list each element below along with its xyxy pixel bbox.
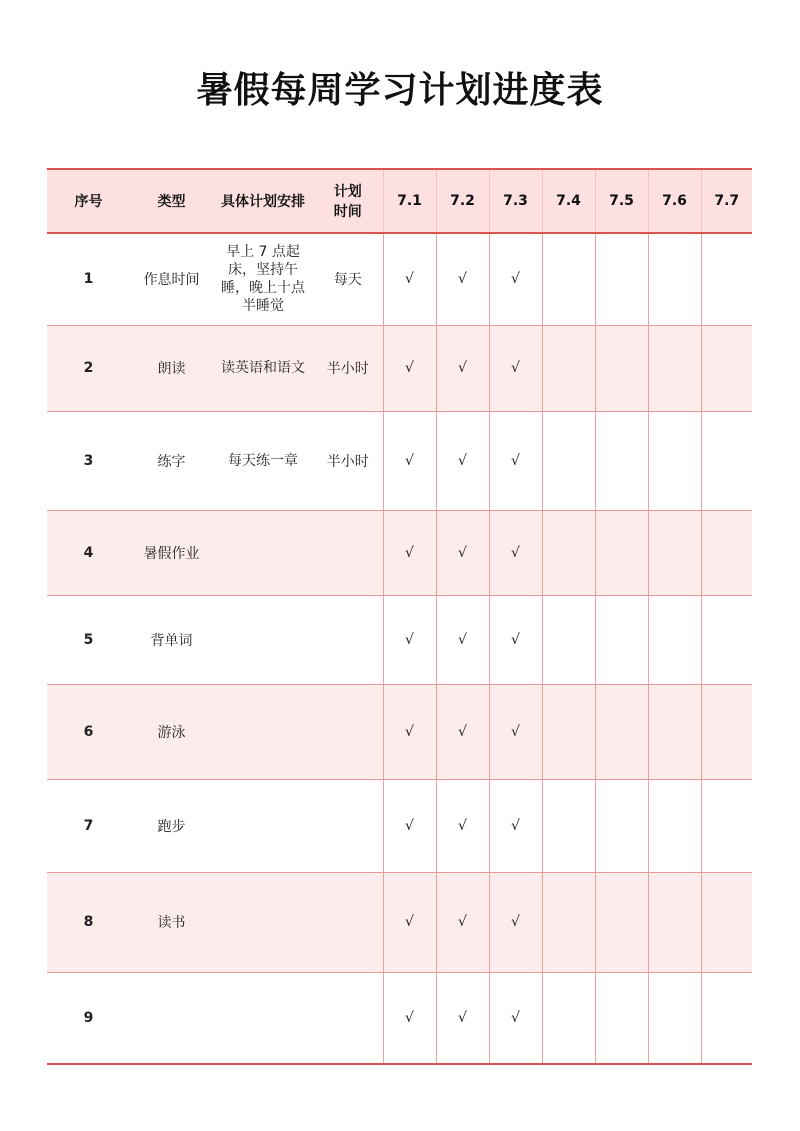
row-check xyxy=(542,779,595,872)
row-time xyxy=(313,684,383,779)
row-check xyxy=(701,411,752,510)
row-check: √ xyxy=(383,779,436,872)
row-check: √ xyxy=(489,684,542,779)
row-seq: 3 xyxy=(83,452,94,469)
row-time: 每天 xyxy=(333,272,362,289)
row-check xyxy=(595,779,648,872)
row-check: √ xyxy=(436,510,489,595)
row-check xyxy=(648,325,701,411)
row-check xyxy=(595,233,648,325)
row-check: √ xyxy=(383,872,436,972)
row-check xyxy=(701,872,752,972)
row-seq: 1 xyxy=(83,271,94,288)
row-check xyxy=(701,595,752,684)
row-check: √ xyxy=(383,233,436,325)
row-check: √ xyxy=(489,233,542,325)
row-check xyxy=(648,972,701,1064)
table-row xyxy=(47,411,752,510)
row-plan xyxy=(213,510,313,595)
row-check: √ xyxy=(489,411,542,510)
header-seq: 序号 xyxy=(74,194,103,210)
table-row xyxy=(47,510,752,595)
row-plan xyxy=(213,779,313,872)
header-date: 7.1 xyxy=(383,169,436,233)
row-check: √ xyxy=(383,595,436,684)
row-check xyxy=(542,325,595,411)
row-check xyxy=(648,684,701,779)
row-plan xyxy=(213,872,313,972)
header-plan: 具体计划安排 xyxy=(221,194,305,210)
row-plan: 早上 7 点起床，坚持午睡，晚上十点半睡觉 xyxy=(221,244,305,315)
row-check: √ xyxy=(436,779,489,872)
header-type: 类型 xyxy=(157,194,186,210)
header-time-line2: 时间 xyxy=(333,204,362,220)
row-seq: 5 xyxy=(83,631,94,648)
row-check xyxy=(542,233,595,325)
plan-table xyxy=(47,168,752,1065)
row-check: √ xyxy=(436,972,489,1064)
row-check xyxy=(542,872,595,972)
table-row xyxy=(47,325,752,411)
header-time xyxy=(313,169,383,233)
header-date: 7.4 xyxy=(542,169,595,233)
header-date: 7.2 xyxy=(436,169,489,233)
header-date: 7.6 xyxy=(648,169,701,233)
row-check: √ xyxy=(383,325,436,411)
row-seq: 8 xyxy=(83,914,94,930)
table-header-row xyxy=(47,169,752,233)
row-check xyxy=(542,411,595,510)
row-time xyxy=(313,872,383,972)
table-row xyxy=(47,972,752,1064)
page-title: 暑假每周学习计划进度表 xyxy=(196,70,604,111)
table-row xyxy=(47,872,752,972)
row-check: √ xyxy=(436,684,489,779)
row-type: 练字 xyxy=(157,453,186,470)
row-plan xyxy=(213,595,313,684)
row-check xyxy=(701,233,752,325)
row-check: √ xyxy=(436,233,489,325)
row-check: √ xyxy=(489,779,542,872)
row-plan: 读英语和语文 xyxy=(221,360,305,376)
table-row xyxy=(47,684,752,779)
row-check: √ xyxy=(489,510,542,595)
row-plan xyxy=(213,684,313,779)
row-type: 游泳 xyxy=(157,724,186,741)
row-check xyxy=(595,510,648,595)
row-check xyxy=(595,972,648,1064)
row-check: √ xyxy=(489,872,542,972)
row-check: √ xyxy=(436,411,489,510)
row-seq: 7 xyxy=(83,817,94,834)
row-check: √ xyxy=(383,972,436,1064)
row-type: 读书 xyxy=(157,915,186,931)
row-check xyxy=(595,411,648,510)
row-check xyxy=(701,972,752,1064)
row-check: √ xyxy=(383,510,436,595)
row-check xyxy=(701,510,752,595)
row-check xyxy=(648,595,701,684)
row-time xyxy=(313,779,383,872)
row-seq: 2 xyxy=(83,360,94,376)
row-check: √ xyxy=(489,972,542,1064)
row-check: √ xyxy=(383,411,436,510)
row-check: √ xyxy=(436,595,489,684)
row-check xyxy=(648,233,701,325)
row-type: 朗读 xyxy=(157,361,186,377)
row-check xyxy=(542,510,595,595)
row-check xyxy=(595,872,648,972)
row-check xyxy=(701,779,752,872)
row-check: √ xyxy=(436,325,489,411)
row-check xyxy=(595,684,648,779)
row-check: √ xyxy=(489,595,542,684)
row-check: √ xyxy=(383,684,436,779)
row-type: 暑假作业 xyxy=(143,545,200,562)
row-time xyxy=(313,972,383,1064)
row-check xyxy=(542,972,595,1064)
row-plan xyxy=(213,972,313,1064)
row-seq: 6 xyxy=(83,723,94,740)
row-check xyxy=(701,684,752,779)
row-type: 背单词 xyxy=(150,632,193,649)
header-date: 7.7 xyxy=(701,169,752,233)
table-row xyxy=(47,233,752,325)
row-check xyxy=(648,779,701,872)
header-time-line1: 计划 xyxy=(333,184,362,200)
row-check: √ xyxy=(489,325,542,411)
row-check xyxy=(542,684,595,779)
row-check xyxy=(648,510,701,595)
row-type: 作息时间 xyxy=(143,272,200,289)
row-check xyxy=(542,595,595,684)
row-check xyxy=(595,595,648,684)
row-plan: 每天练一章 xyxy=(228,452,298,469)
row-time: 半小时 xyxy=(326,361,369,377)
row-check xyxy=(595,325,648,411)
row-type xyxy=(130,972,213,1064)
row-check xyxy=(701,325,752,411)
row-time xyxy=(313,510,383,595)
header-date: 7.3 xyxy=(489,169,542,233)
row-type: 跑步 xyxy=(157,818,186,835)
table-row xyxy=(47,779,752,872)
row-seq: 4 xyxy=(83,544,94,561)
header-date: 7.5 xyxy=(595,169,648,233)
table-row xyxy=(47,595,752,684)
row-check xyxy=(648,872,701,972)
row-check xyxy=(648,411,701,510)
row-time xyxy=(313,595,383,684)
row-check: √ xyxy=(436,872,489,972)
row-seq: 9 xyxy=(83,1009,94,1026)
row-time: 半小时 xyxy=(326,453,369,470)
